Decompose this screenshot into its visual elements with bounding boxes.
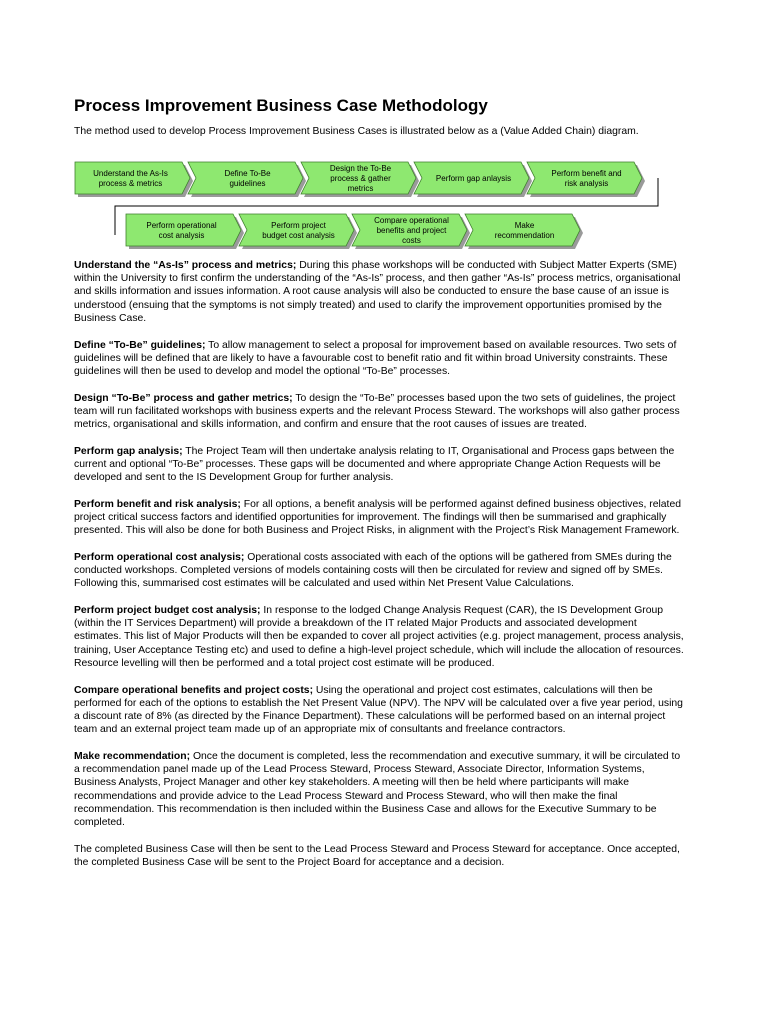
section-text: In response to the lodged Change Analysis Request (CAR), the IS Development Group (within the IT Services Department) will provide a breakdown of the IT related Major Products and associated development estimates. This list of Major Products will then be expanded to cover all project activities (e.g. project management, process analysis, training, User Acceptance Testing etc) and used to define a high-level project schedule, which will include the allocation of resources. Resource levelling will then be performed and a total project cost estimate will be produced. [74,605,684,669]
chain-step-label: process & gather [330,174,391,183]
section-text: To design the “To-Be” processes based upon the two sets of guidelines, the project team will run facilitated workshops with business experts and the relevant Process Steward. The workshops will also gather process metrics, organisational and skills information, and confirm and ensure that the root causes of issues are treated. [74,392,680,431]
chain-step-shape [465,214,580,246]
section-paragraph [74,445,686,485]
chain-step-label: guidelines [229,179,266,188]
intro-paragraph: The method used to develop Process Improvement Business Cases is illustrated below as a (Value Added Chain) diagram. [74,126,639,137]
section-text: Using the operational and project cost estimates, calculations will then be performed for each of the options to establish the Net Present Value (NPV). The NPV will be calculated over a five year period, using a discount rate of 8% (as directed by the Finance Department). These calculations will be performed based on an internal project team and an external project team made up of an appropriate mix of consultants and freelance contractors. [74,684,683,736]
section-paragraph [74,392,686,432]
chain-step-label: benefits and project [376,226,447,235]
section-paragraph [74,750,686,829]
chain-step-shape [527,162,642,194]
chain-step-label: Define To-Be [224,169,271,178]
chain-step-shape [188,162,303,194]
chain-step-label: Perform operational [146,221,217,230]
section-heading: Define “To-Be” guidelines; [74,339,206,351]
chain-step-label: Design the To-Be [329,164,392,173]
section-text: To allow management to select a proposal for improvement based on available resources. Two sets of guidelines will be defined that are likely to have a favourable cost to benefit ratio and fit within broad University constraints. These guidelines will then be used to develop and model the optional “To-Be” processes. [74,339,677,377]
chain-step-label: Perform benefit and [551,169,622,178]
section-heading: Compare operational benefits and project costs; [74,684,314,696]
section-heading: Perform project budget cost analysis; [74,605,261,617]
section-text: Once the document is completed, less the recommendation and executive summary, it will be circulated to a recommendation panel made up of the Lead Process Steward, Process Steward, Associate Director, Information Systems, Business Analysts, Project Manager and other key stakeholders. A meeting will then be held where participants will make recommendations and provide advice to the Lead Process Steward and Process Steward, who will then make the final recommendation. This recommendation is then included within the Business Case and allows for the Executive Summary to be completed. [74,750,681,828]
chain-step-label: Understand the As-Is [93,169,168,178]
section-heading: Perform benefit and risk analysis; [74,498,241,510]
chain-step-label: budget cost analysis [262,231,335,240]
document-body [74,259,686,883]
section-heading: Perform operational cost analysis; [74,551,245,563]
chain-step [465,214,580,246]
chain-step [414,162,529,194]
section-heading: Perform gap analysis; [74,445,183,457]
section-heading: Design “To-Be” process and gather metrics; [74,392,293,404]
chain-step [527,162,642,194]
chain-step [126,214,241,246]
chain-step [75,162,190,194]
section-paragraph [74,843,686,869]
chain-step-shape [75,162,190,194]
section-paragraph [74,339,686,379]
section-heading: Understand the “As-Is” process and metrics; [74,260,297,271]
chain-step-label: Perform gap anlaysis [435,174,512,183]
section-text: The completed Business Case will then be sent to the Lead Process Steward and Process Steward for acceptance. Once accepted, the completed Business Case will be sent to the Project Board for acceptance and a decision. [74,843,680,868]
chain-step-shape [239,214,354,246]
value-added-chain-diagram [0,0,768,260]
section-text: Operational costs associated with each of the options will be gathered from SMEs during the conducted workshops. Completed versions of models containing costs will then be circulated for review and signed off by SMEs. Following this, summarised cost estimates will be calculated and used within Net Present Value Calculations. [74,551,672,590]
section-text: For all options, a benefit analysis will be performed against defined business objectives, related project critical success factors and identified opportunities for improvement. The findings will then be summarised and graphically presented. This will also be done for both Business and Project Risks, in alignment with the Project’s Risk Management Framework. [74,498,682,537]
chain-step-label: Perform project [271,221,326,230]
chain-step-shape [126,214,241,246]
section-paragraph [74,684,686,737]
chain-step-label: recommendation [494,231,555,240]
chain-step-label: risk analysis [564,179,609,188]
section-paragraph [74,604,686,670]
chain-step [301,162,416,194]
chain-step [188,162,303,194]
section-paragraph [74,259,686,325]
chain-step-label: costs [402,236,421,245]
section-text: During this phase workshops will be conducted with Subject Matter Experts (SME) within the University to first confirm the understanding of the “As-Is” process, and then gather “As-Is” process metrics, organisational and skills information and issues information. A root cause analysis will also be conducted to ensure the base cause of an issue is understood (ensuing that the symptoms is not simply treated) and used to clarify the improvement opportunities promised by the Business Case. [74,260,681,324]
section-text: The Project Team will then undertake analysis relating to IT, Organisational and Process gaps between the current and optional “To-Be” processes. These gaps will be documented and where appropriate Change Action Requests will be developed and sent to the IS Development Group for further analysis. [74,445,675,484]
chain-step [239,214,354,246]
chain-step-label: Compare operational [374,216,449,225]
chain-step-label: Make [514,221,535,230]
chain-step-label: cost analysis [158,231,205,240]
chain-step [352,214,467,246]
section-paragraph [74,551,686,591]
section-paragraph [74,498,686,538]
section-heading: Make recommendation; [74,750,191,762]
chain-step-label: metrics [347,184,374,193]
document-title: Process Improvement Business Case Methodology [74,96,488,115]
chain-step-label: process & metrics [98,179,163,188]
